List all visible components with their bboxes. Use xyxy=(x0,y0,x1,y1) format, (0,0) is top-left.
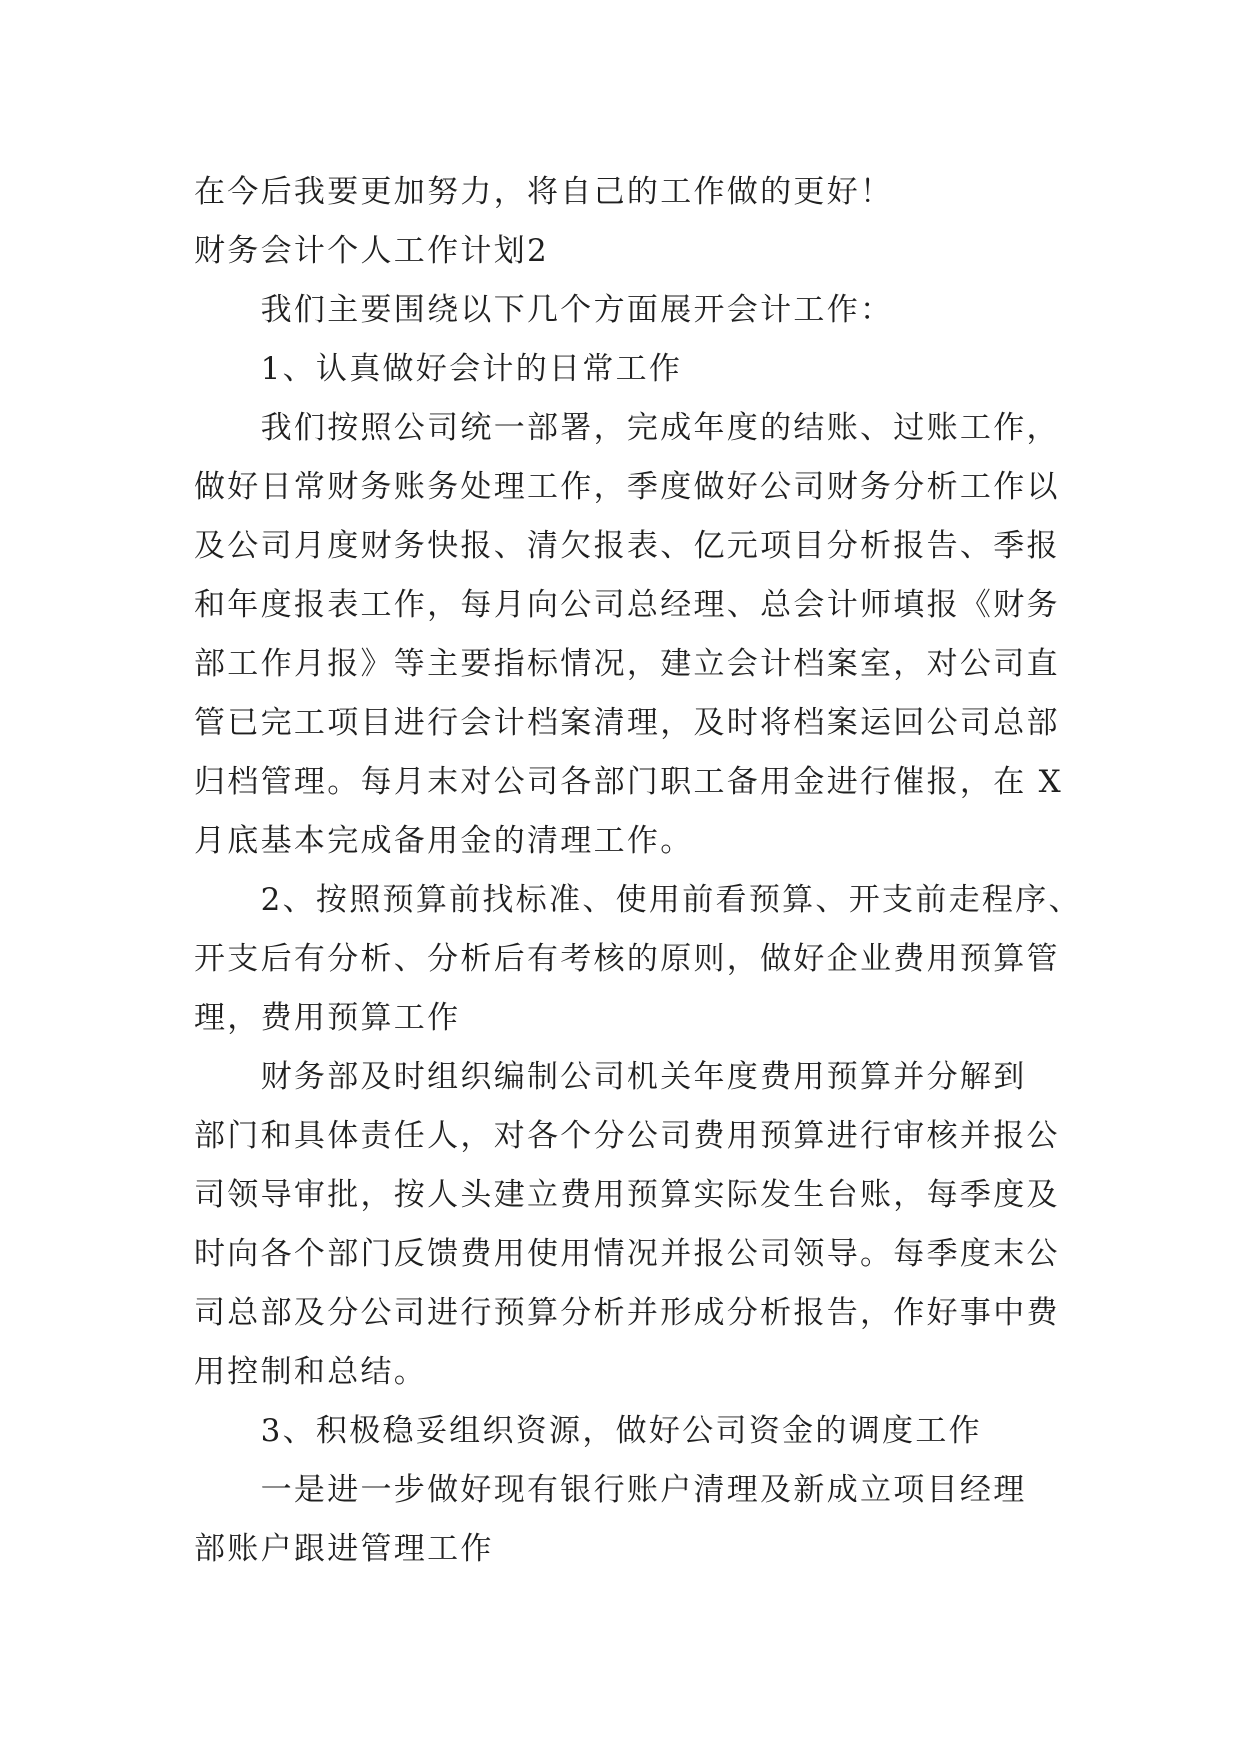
section-heading-line: 3、积极稳妥组织资源，做好公司资金的调度工作 xyxy=(260,1413,982,1449)
paragraph-line: 部门和具体责任人，对各个分公司费用预算进行审核并报公 xyxy=(194,1118,1060,1154)
paragraph-line: 我们按照公司统一部署，完成年度的结账、过账工作， xyxy=(260,410,1060,446)
paragraph-line: 及公司月度财务快报、清欠报表、亿元项目分析报告、季报 xyxy=(194,528,1060,564)
section-heading-line: 开支后有分析、分析后有考核的原则，做好企业费用预算管 xyxy=(194,941,1060,977)
paragraph-line: 月底基本完成备用金的清理工作。 xyxy=(194,823,694,859)
paragraph-line: 管已完工项目进行会计档案清理，及时将档案运回公司总部 xyxy=(194,705,1060,741)
paragraph-line: 司领导审批，按人头建立费用预算实际发生台账，每季度及 xyxy=(194,1177,1060,1213)
paragraph-line: 部工作月报》等主要指标情况，建立会计档案室，对公司直 xyxy=(194,646,1060,682)
section-3 xyxy=(194,1402,1194,1579)
document-body xyxy=(194,163,1194,1579)
paragraph-line: 做好日常财务账务处理工作，季度做好公司财务分析工作以 xyxy=(194,469,1060,505)
continuation-line: 在今后我要更加努力，将自己的工作做的更好！ xyxy=(194,174,894,210)
paragraph-line: 部账户跟进管理工作 xyxy=(194,1531,494,1567)
intro-line: 我们主要围绕以下几个方面展开会计工作： xyxy=(260,292,894,328)
section-heading-line: 理，费用预算工作 xyxy=(194,1000,461,1036)
section-2 xyxy=(194,871,1194,1402)
paragraph-line: 司总部及分公司进行预算分析并形成分析报告，作好事中费 xyxy=(194,1295,1060,1331)
paragraph-line: 和年度报表工作，每月向公司总经理、总会计师填报《财务 xyxy=(194,587,1060,623)
paragraph-line: 时向各个部门反馈费用使用情况并报公司领导。每季度末公 xyxy=(194,1236,1060,1272)
paragraph-line: 归档管理。每月末对公司各部门职工备用金进行催报，在 X xyxy=(194,764,1064,800)
section-heading-line: 2、按照预算前找标准、使用前看预算、开支前走程序、 xyxy=(260,882,1082,918)
section-1 xyxy=(194,340,1194,871)
document-title: 财务会计个人工作计划2 xyxy=(194,233,550,269)
section-heading-line: 1、认真做好会计的日常工作 xyxy=(260,351,683,387)
paragraph-line: 财务部及时组织编制公司机关年度费用预算并分解到 xyxy=(260,1059,1027,1095)
paragraph-line: 一是进一步做好现有银行账户清理及新成立项目经理 xyxy=(260,1472,1027,1508)
paragraph-line: 用控制和总结。 xyxy=(194,1354,428,1390)
